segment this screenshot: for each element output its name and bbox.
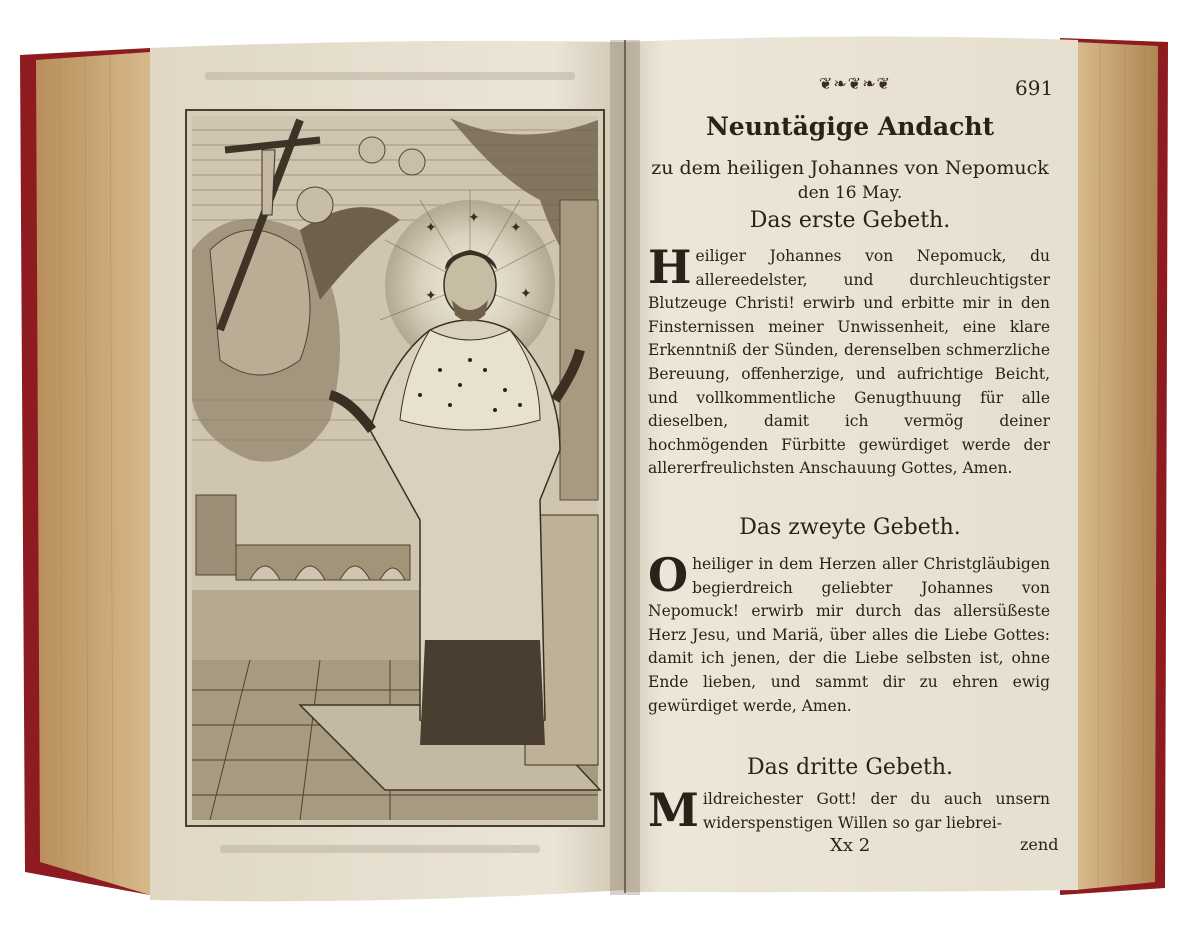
feast-date: den 16 May.: [797, 183, 903, 203]
prayer-body-1: eiliger Johannes von Nepomuck, du allereedelster, und durchleuchtigster Blutzeuge Christi! erwirb und erbitte mir in den Finsternissen meiner Unwissenheit, eine klare Erkenntniß der Sünden, derenselben schmerzliche Bereuung, offenherzige, und aufrichtige Beicht, und vollkommentliche Genugthuung für alle dieselben, damit ich vermög deiner hochmögenden Fürbitte gewürdiget werde der allererfreulichsten Anschauung Gottes, Amen.: [648, 247, 1050, 478]
drop-cap-1: H: [648, 240, 692, 294]
drop-cap-2: O: [648, 548, 689, 602]
prayer-text-2: [648, 548, 1050, 718]
page-subtitle: zu dem heiligen Johannes von Nepomuck: [651, 157, 1049, 179]
svg-text:✦: ✦: [425, 220, 437, 236]
prayer-text-3: [648, 783, 1050, 837]
page-edges-left: [36, 52, 150, 895]
svg-text:✦: ✦: [425, 288, 437, 304]
signature-mark: Xx 2: [830, 835, 871, 856]
page-title: Neuntägige Andacht: [705, 112, 995, 141]
prayer-text-1: [648, 240, 1050, 481]
svg-text:✦: ✦: [520, 286, 532, 302]
prayer-heading-3: Das dritte Gebeth.: [746, 755, 954, 780]
svg-text:✦: ✦: [510, 220, 522, 236]
ornament-headpiece: ❦❧❦❧❦: [818, 74, 892, 93]
page-number: 691: [1015, 76, 1054, 100]
prayer-heading-1: Das erste Gebeth.: [749, 208, 951, 233]
prayer-body-3: ildreichester Gott! der du auch unsern widerspenstigen Willen so gar liebrei-: [702, 790, 1050, 832]
svg-text:✦: ✦: [468, 210, 480, 226]
engraving-plate: [186, 110, 604, 826]
right-page-text: [640, 70, 1060, 870]
drop-cap-3: M: [648, 783, 699, 837]
prayer-body-2: heiliger in dem Herzen aller Christgläubigen begierdreich geliebter Johannes von Nepomuck! erwirb mir durch das allersüßeste Herz Jesu, und Mariä, über alles die Liebe Gottes: damit ich jenen, der die Liebe selbsten ist, ohne Ende lieben, und sammt dir zu ehren ewig gewürdiget werde, Amen.: [648, 555, 1050, 715]
prayer-heading-2: Das zweyte Gebeth.: [739, 515, 961, 540]
page-edges-right: [1075, 42, 1158, 890]
catchword: zend: [1020, 835, 1059, 854]
